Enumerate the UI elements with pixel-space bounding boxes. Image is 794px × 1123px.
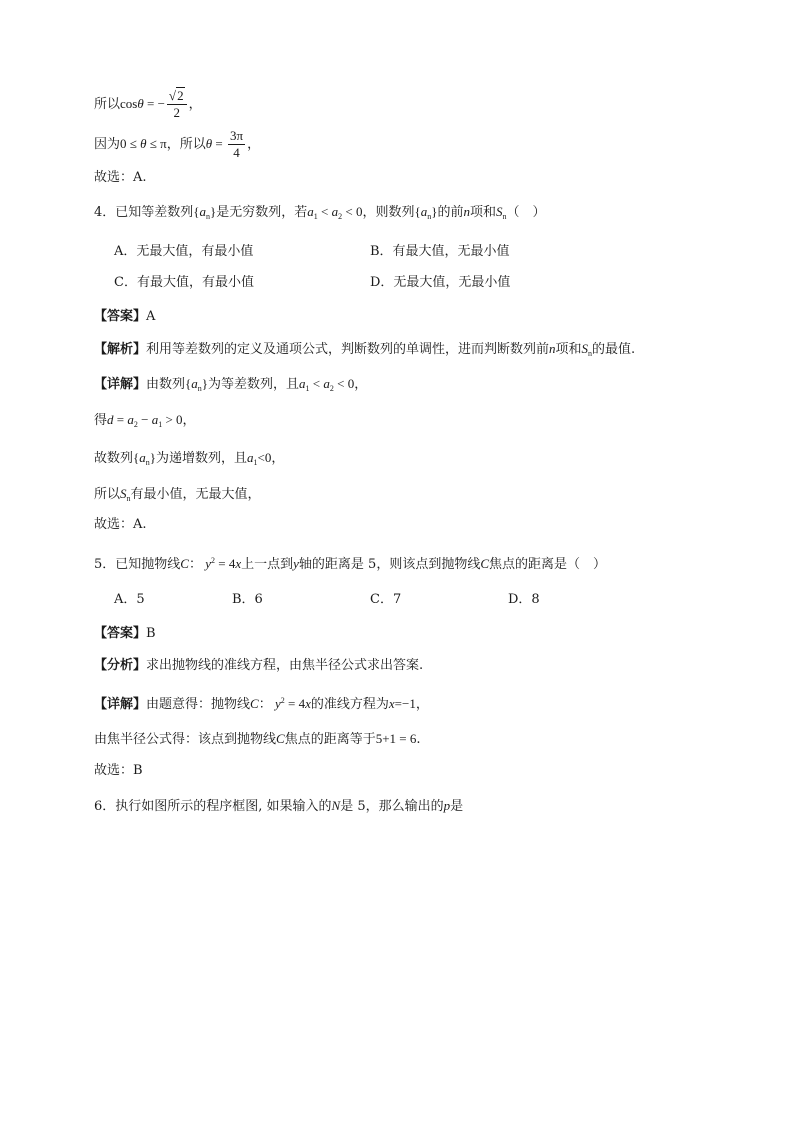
q4-prefix: 4．已知等差数列 bbox=[94, 205, 194, 220]
q5-option-c: C．7 bbox=[370, 592, 402, 607]
fraction-sqrt2-over-2: $\frac{√2}{2}$ bbox=[167, 88, 187, 121]
question-4 bbox=[94, 202, 546, 227]
text-suoyi-2: ，所以 bbox=[166, 137, 206, 152]
q5-mid1: 上一点到 bbox=[241, 557, 294, 572]
q6-text-1: 6．执行如图所示的程序框图, 如果输入的 bbox=[94, 799, 332, 814]
solution-line-theta: 因为0 ≤ θ ≤ π，所以θ = $\frac{3\pi}{4}$ ， bbox=[94, 128, 261, 160]
math-c-2: C bbox=[276, 731, 285, 746]
solution-line-cos: 所以cosθ = − $\frac{√2}{2}$ ， bbox=[94, 88, 202, 120]
math-a1-a2-ineq: $a_1 < a_2 < 0$ bbox=[307, 204, 363, 221]
q4-paren: （ ） bbox=[506, 205, 546, 220]
q4-mid3: 的前 bbox=[437, 205, 464, 220]
detail-text-5a: 由题意得：抛物线 bbox=[146, 697, 251, 712]
math-parabola-2: C： $y^2 = 4x$ bbox=[250, 696, 311, 711]
math-theta-range: 0 ≤ θ ≤ π bbox=[120, 136, 167, 151]
detail-text-5b: 的准线方程为 bbox=[310, 697, 389, 712]
q4-option-b: B．有最大值，无最小值 bbox=[370, 244, 510, 259]
math-directrix: x=−1 bbox=[388, 696, 416, 711]
math-N: N bbox=[331, 798, 341, 813]
math-c: C bbox=[480, 556, 489, 571]
q5-option-d: D．8 bbox=[508, 592, 540, 607]
analysis-tag-5: 【分析】 bbox=[94, 658, 147, 673]
math-sn: $S_n$ bbox=[496, 204, 507, 221]
analysis-text-1: 利用等差数列的定义及通项公式，判断数列的单调性，进而判断数列前 bbox=[146, 342, 550, 357]
q6-text-2: 是 5，那么输出的 bbox=[340, 799, 444, 814]
answer-q5 bbox=[94, 624, 156, 644]
text-yinwei: 因为 bbox=[94, 137, 121, 152]
math-sum: 5+1 = 6 bbox=[375, 731, 417, 746]
focal-text-1: 由焦半径公式得：该点到抛物线 bbox=[94, 732, 277, 747]
text-suoyi: 所以 bbox=[94, 97, 121, 112]
answer-tag: 【答案】 bbox=[94, 309, 147, 324]
q4-mid4: 项和 bbox=[470, 205, 497, 220]
math-parabola: C： $y^2 = 4x$ bbox=[180, 556, 242, 571]
math-seq-an: $\{a_n\}$ bbox=[193, 204, 217, 221]
analysis-tag: 【解析】 bbox=[94, 342, 147, 357]
answer-line-q5-end: 故选：B bbox=[94, 763, 143, 778]
question-5 bbox=[94, 551, 606, 575]
detail-q4: 【详解】由数列$\{a_n\}$为等差数列，且$a_1 < a_2 < 0$， bbox=[94, 376, 368, 393]
math-sn-3: $S_n$ bbox=[120, 486, 131, 503]
answer-q4 bbox=[94, 307, 155, 327]
focal-line: 由焦半径公式得：该点到抛物线C焦点的距离等于5+1 = 6. bbox=[94, 731, 421, 747]
math-n: n bbox=[463, 204, 471, 219]
increasing-text-2: 为递增数列，且 bbox=[156, 451, 248, 466]
q4-option-d: D．无最大值，无最小值 bbox=[370, 275, 511, 290]
increasing-line: 故数列$\{a_n\}$为递增数列，且$a_1<0$， bbox=[94, 450, 285, 467]
math-a1-neg: $a_1<0$ bbox=[247, 450, 272, 467]
math-theta-eq: θ = bbox=[205, 136, 226, 151]
question-6 bbox=[94, 796, 463, 817]
q4-option-c: C．有最大值，有最小值 bbox=[114, 275, 254, 290]
detail-text-1: 由数列 bbox=[146, 377, 186, 392]
math-y-axis: y bbox=[293, 556, 299, 571]
q5-mid2: 轴的距离是 5，则该点到抛物线 bbox=[298, 557, 481, 572]
detail-q5: 【详解】由题意得：抛物线C： $y^2 = 4x$的准线方程为x=−1， bbox=[94, 696, 429, 712]
sn-text-1: 所以 bbox=[94, 487, 121, 502]
analysis-text-2: 项和 bbox=[555, 342, 582, 357]
math-seq-an-2: $\{a_n\}$ bbox=[414, 204, 438, 221]
focal-text-2: 焦点的距离等于 bbox=[284, 732, 376, 747]
fraction-3pi-over-4: $\frac{3\pi}{4}$ bbox=[230, 128, 244, 160]
math-d-expr: $d = a_2 - a_1 > 0$ bbox=[107, 412, 183, 429]
answer-line-q3: 故选：A. bbox=[94, 170, 147, 185]
analysis-q5 bbox=[94, 656, 423, 676]
detail-tag-5: 【详解】 bbox=[94, 697, 147, 712]
q4-mid2: ，则数列 bbox=[362, 205, 415, 220]
math-n-2: n bbox=[549, 341, 556, 356]
math-sn-2: $S_n$ bbox=[581, 341, 593, 358]
q4-mid1: 是无穷数列，若 bbox=[216, 205, 308, 220]
math-cos-theta: cosθ = − bbox=[120, 96, 165, 111]
d-line-prefix: 得 bbox=[94, 413, 108, 428]
analysis-text-3: 的最值. bbox=[592, 342, 636, 357]
math-seq-an-4: $\{a_n\}$ bbox=[133, 450, 157, 467]
q5-prefix: 5．已知抛物线 bbox=[94, 557, 181, 572]
d-line: 得$d = a_2 - a_1 > 0$， bbox=[94, 412, 196, 429]
answer-value-5: B bbox=[146, 626, 156, 641]
answer-line-q4-end: 故选：A. bbox=[94, 517, 147, 532]
q6-text-3: 是 bbox=[450, 799, 464, 814]
math-seq-an-3: $\{a_n\}$ bbox=[185, 376, 209, 393]
detail-text-2: 为等差数列，且 bbox=[208, 377, 300, 392]
analysis-text-5: 求出抛物线的准线方程，由焦半径公式求出答案. bbox=[146, 658, 424, 673]
math-p: p bbox=[443, 798, 451, 813]
sn-line bbox=[94, 484, 261, 509]
q5-option-a: A．5 bbox=[114, 592, 145, 607]
answer-tag-5: 【答案】 bbox=[94, 626, 147, 641]
detail-tag: 【详解】 bbox=[94, 377, 147, 392]
q5-option-b: B．6 bbox=[232, 592, 263, 607]
q5-mid3: 焦点的距离是（ ） bbox=[489, 557, 607, 572]
answer-value: A bbox=[146, 309, 156, 324]
analysis-q4 bbox=[94, 339, 635, 364]
sn-text-2: 有最小值，无最大值， bbox=[130, 487, 261, 502]
q4-option-a: A．无最大值，有最小值 bbox=[114, 244, 254, 259]
increasing-text-1: 故数列 bbox=[94, 451, 134, 466]
math-a1-a2-ineq-2: $a_1 < a_2 < 0$ bbox=[299, 376, 355, 393]
